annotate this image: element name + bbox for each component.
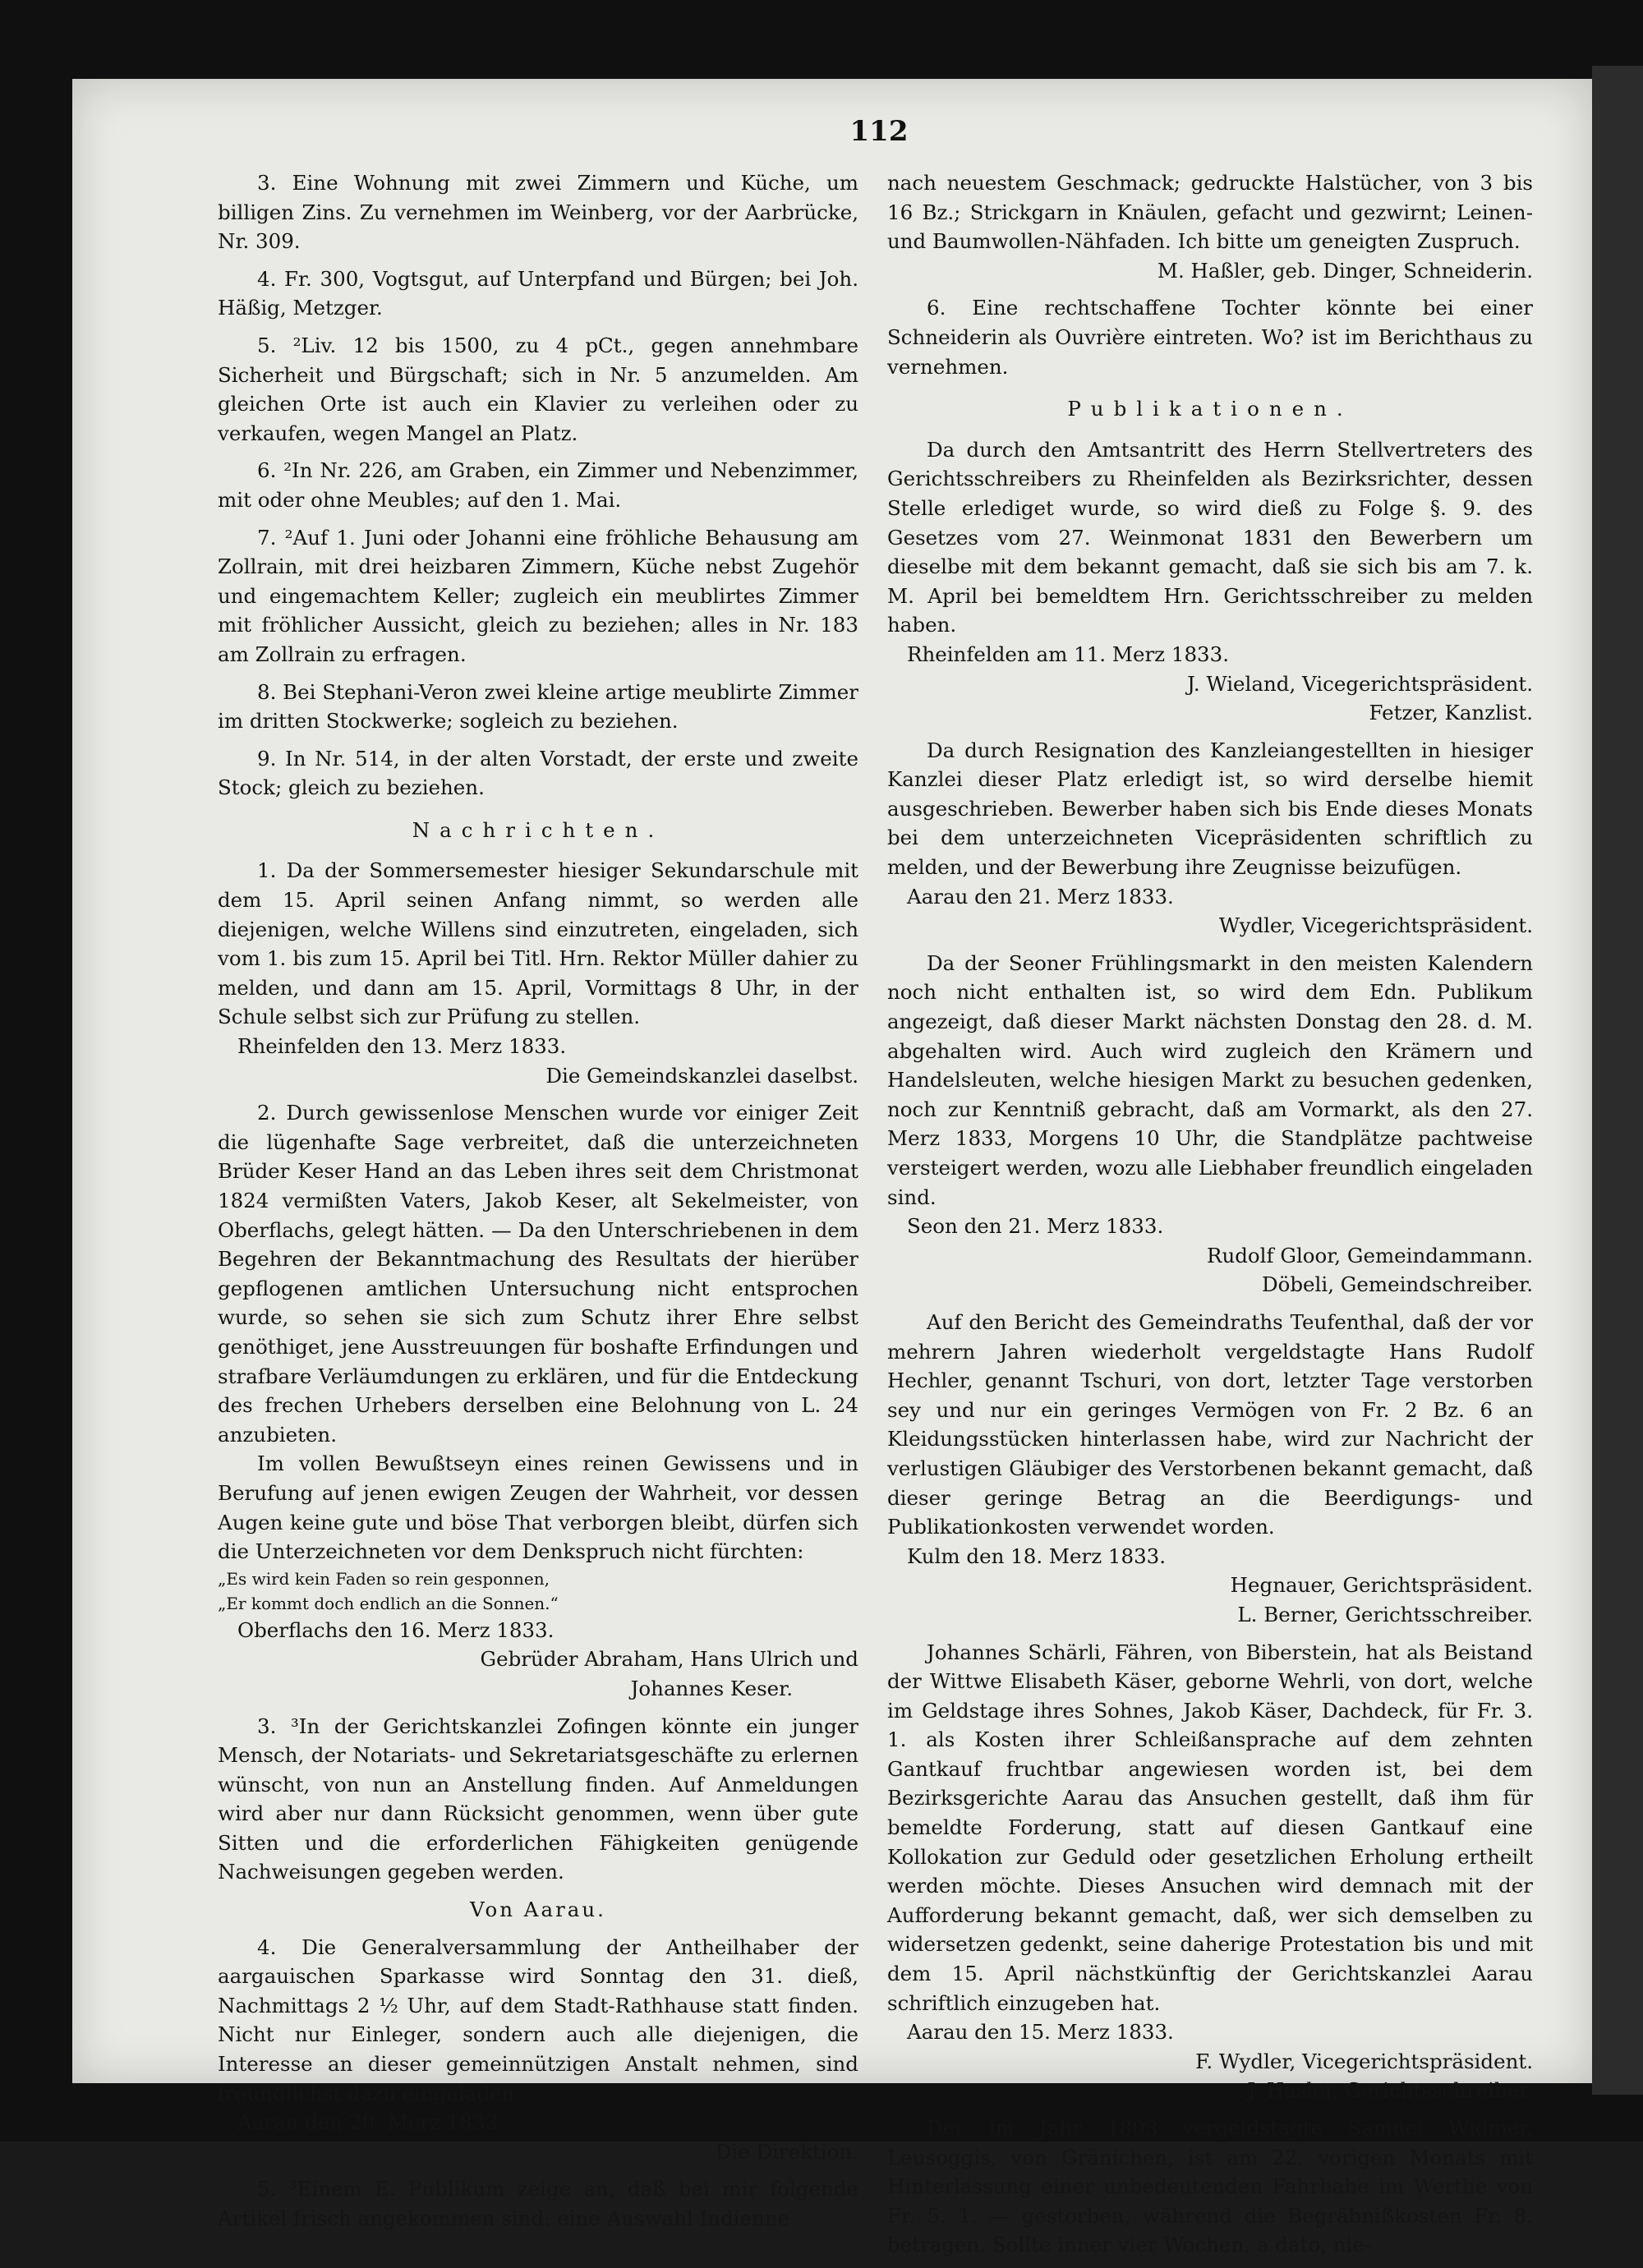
notice-place-date: Rheinfelden am 11. Merz 1833. bbox=[907, 642, 1229, 666]
publication-item: Da durch Resignation des Kanzleiangestellten in hiesiger Kanzlei dieser Platz erledigt ist, so wird derselbe hiemit ausgeschrieben. Bewerber haben sich bis Ende dieses Monats bei dem unterzeichneten Vicepräsidenten schriftlich zu melden, und der Bewerbung ihre Zeugnisse beizufügen. Aarau den 21. Merz 1833. Wydler, Vicegerichtspräsident. bbox=[887, 736, 1533, 941]
list-item: 3. Eine Wohnung mit zwei Zimmern und Küche, um billigen Zins. Zu vernehmen im Weinberg, vor der Aarbrücke, Nr. 309. bbox=[218, 171, 858, 254]
notice-item: 1. Da der Sommersemester hiesiger Sekundarschule mit dem 15. April seinen Anfang nimmt, so werden alle diejenigen, welche Willens sind einzutreten, eingeladen, sich vom 1. bis zum 15. April bei Titl. Hrn. Rektor Müller dahier zu melden, und dann am 15. April, Vormittags 8 Uhr, in der Schule selbst sich zur Prüfung zu stellen. Rheinfelden den 13. Merz 1833. Die Gemeindskanzlei daselbst. bbox=[218, 856, 858, 1090]
publication-item: Da der Seoner Frühlingsmarkt in den meisten Kalendern noch nicht enthalten ist, so wird dem Edn. Publikum angezeigt, daß dieser Markt nächsten Donstag den 28. d. M. abgehalten wird. Auch wird zugleich den Krämern und Handelsleuten, welche hiesigen Markt zu besuchen gedenken, noch zur Kenntniß gebracht, daß am Vormarkt, als den 27. Merz 1833, Morgens 10 Uhr, die Standplätze pachtweise versteigert werden, wozu alle Liebhaber freundlich eingeladen sind. Seon den 21. Merz 1833. Rudolf Gloor, Gemeindammann. Döbeli, Gemeindschreiber. bbox=[887, 949, 1533, 1300]
notice-signature: Rudolf Gloor, Gemeindammann. bbox=[1207, 1243, 1533, 1267]
notice-place-date: Aarau den 15. Merz 1833. bbox=[907, 2020, 1174, 2045]
list-item: 9. In Nr. 514, in der alten Vorstadt, der erste und zweite Stock; gleich zu beziehen. bbox=[218, 746, 858, 800]
notice-place-date: Seon den 21. Merz 1833. bbox=[907, 1214, 1164, 1239]
list-item: 7. ²Auf 1. Juni oder Johanni eine fröhliche Behausung am Zollrain, mit drei heizbaren Zimmern, Küche nebst Zugehör und eingemachtem Keller; zugleich ein meublirtes Zimmer mit fröhlicher Aussicht, gleich zu beziehen; alles in Nr. 183 am Zollrain zu erfragen. bbox=[218, 525, 858, 666]
notice-place-date: Rheinfelden den 13. Merz 1833. bbox=[237, 1034, 567, 1059]
adjacent-page-edge bbox=[1592, 66, 1643, 2095]
notice-item: 3. ³In der Gerichtskanzlei Zofingen könnte ein junger Mensch, der Notariats- und Sekretariatsgeschäfte zu erlernen wünscht, von nun an Anstellung finden. Auf Anmeldungen wird aber nur dann Rücksicht genommen, wenn über gute Sitten und die erforderlichen Fähigkeiten genügende Nachweisungen gegeben werden. bbox=[218, 1714, 858, 1884]
page-number: 112 bbox=[849, 115, 909, 148]
section-heading-nachrichten: Nachrichten. bbox=[412, 817, 665, 842]
list-item: 6. ²In Nr. 226, am Graben, ein Zimmer und Nebenzimmer, mit oder ohne Meubles; auf den 1. Mai. bbox=[218, 458, 858, 512]
left-column bbox=[218, 168, 858, 2242]
notice-signature: Fetzer, Kanzlist. bbox=[1369, 701, 1533, 725]
list-item: 5. ²Liv. 12 bis 1500, zu 4 pCt., gegen annehmbare Sicherheit und Bürgschaft; sich in Nr. 5 anzumelden. Am gleichen Orte ist auch ein Klavier zu verleihen oder zu verkaufen, wegen Mangel an Platz. bbox=[218, 333, 858, 445]
list-item: 4. Fr. 300, Vogtsgut, auf Unterpfand und Bürgen; bei Joh. Häßig, Metzger. bbox=[218, 266, 858, 320]
notice-signature: Johannes Keser. bbox=[630, 1676, 793, 1700]
verse-line: „Es wird kein Faden so rein gesponnen, bbox=[218, 1568, 550, 1589]
notice-signature: J. Wieland, Vicegerichtspräsident. bbox=[1186, 671, 1533, 696]
notice-signature: Döbeli, Gemeindschreiber. bbox=[1261, 1272, 1533, 1297]
notice-signature: Wydler, Vicegerichtspräsident. bbox=[1218, 913, 1533, 938]
notice-place-date: Oberflachs den 16. Merz 1833. bbox=[237, 1617, 555, 1642]
notice-signature: J. Hasler, Gerichtsschreiber. bbox=[1247, 2078, 1533, 2103]
notice-signature: M. Haßler, geb. Dinger, Schneiderin. bbox=[1157, 258, 1533, 283]
publication-item: Da durch den Amtsantritt des Herrn Stellvertreters des Gerichtsschreibers zu Rheinfelden als Bezirksrichter, dessen Stelle erlediget wurde, so wird dieß zu Folge §. 9. des Gesetzes vom 27. Weinmonat 1831 den Bewerbern um dieselbe mit dem bekannt gemacht, daß sie sich bis am 7. k. M. April bei bemeldtem Hrn. Gerichtsschreiber zu melden haben. Rheinfelden am 11. Merz 1833. J. Wieland, Vicegerichtspräsident. Fetzer, Kanzlist. bbox=[887, 435, 1533, 728]
list-item: 6. Eine rechtschaffene Tochter könnte bei einer Schneiderin als Ouvrière eintreten. Wo? ist im Berichthaus zu vernehmen. bbox=[887, 296, 1533, 379]
list-item: 8. Bei Stephani-Veron zwei kleine artige meublirte Zimmer im dritten Stockwerke; sogleich zu beziehen. bbox=[218, 679, 858, 734]
notice-signature: Hegnauer, Gerichtspräsident. bbox=[1230, 1573, 1533, 1598]
notice-item: 4. Die Generalversammlung der Antheilhaber der aargauischen Sparkasse wird Sonntag den 31. dieß, Nachmittags 2 ½ Uhr, auf dem Stadt-Rathhause statt finden. Nicht nur Einleger, sondern auch alle diejenigen, die Interesse an dieser gemeinnützigen Anstalt nehmen, sind freundlichst dazu eingeladen. Aarau den 20. Merz 1833. Die Direktion. bbox=[218, 1933, 858, 2167]
verse-line: „Er kommt doch endlich an die Sonnen.“ bbox=[218, 1593, 559, 1613]
notice-signature: Gebrüder Abraham, Hans Ulrich und bbox=[480, 1647, 858, 1672]
notice-place-date: Kulm den 18. Merz 1833. bbox=[907, 1543, 1167, 1568]
notice-place-date: Aarau den 20. Merz 1833. bbox=[237, 2110, 504, 2135]
notice-signature: Die Direktion. bbox=[715, 2139, 858, 2164]
subheading-von-aarau: Von Aarau. bbox=[470, 1898, 606, 1922]
publication-item: Auf den Bericht des Gemeindraths Teufenthal, daß der vor mehrern Jahren wiederholt vergeldstagte Hans Rudolf Hechler, genannt Tschuri, von dort, letzter Tage verstorben sey und nur ein geringes Vermögen von Fr. 2 Bz. 6 an Kleidungsstücken hinterlassen habe, wird zur Nachricht der verlustigen Gläubiger des Verstorbenen bekannt gemacht, daß dieser geringe Betrag an die Beerdigungs- und Publikationkosten verwendet worden. Kulm den 18. Merz 1833. Hegnauer, Gerichtspräsident. L. Berner, Gerichtsschreiber. bbox=[887, 1308, 1533, 1630]
notice-signature: F. Wydler, Vicegerichtspräsident. bbox=[1195, 2049, 1533, 2073]
notice-item: 5. ³Einem E. Publikum zeige an, daß bei mir folgende Artikel frisch angekommen sind: eine Auswahl Indienne bbox=[218, 2177, 858, 2230]
section-heading-publikationen: Publikationen. bbox=[1067, 397, 1353, 421]
notice-item: 2. Durch gewissenlose Menschen wurde vor einiger Zeit die lügenhafte Sage verbreitet, daß die unterzeichneten Brüder Keser Hand an das Leben ihres seit dem Christmonat 1824 vermißten Vaters, Jakob Keser, alt Sekelmeister, von Oberflachs, gelegt hätten. — Da den Unterschriebenen in dem Begehren der Bekanntmachung des Resultats der hierüber gepflogenen amtlichen Untersuchung nicht entsprochen wurde, so sehen sie sich zum Schutz ihrer Ehre selbst genöthiget, jene Ausstreuungen für boshafte Erfindungen und strafbare Verläumdungen zu erklären, und für die Entdeckung des frechen Urhebers derselben eine Belohnung von L. 24 anzubieten. Im vollen Bewußtseyn eines reinen Gewissens und in Berufung auf jenen ewigen Zeugen der Wahrheit, vor dessen Augen keine gute und böse That verborgen bleibt, dürfen sich die Unterzeichneten vor dem Denkspruch nicht fürchten: „Es wird kein Faden so rein gesponnen, „Er kommt doch endlich an die Sonnen.“ Oberflachs den 16. Merz 1833. Gebrüder Abraham, Hans Ulrich und Johannes Keser. bbox=[218, 1098, 858, 1703]
publication-item: Johannes Schärli, Fähren, von Biberstein, hat als Beistand der Wittwe Elisabeth Käser, geborne Wehrli, von dort, welche im Geldstage ihres Sohnes, Jakob Käser, Dachdeck, für Fr. 3. 1. als Kosten ihrer Schleißansprache auf dem zehnten Gantkauf fruchtbar angewiesen worden ist, bei dem Bezirksgerichte Aarau das Ansuchen gestellt, daß ihm für bemeldte Forderung, statt auf diesen Gantkauf eine Kollokation zur Geduld oder gesetzlichen Erholung ertheilt werden möchte. Dieses Ansuchen wird demnach mit der Aufforderung bekannt gemacht, daß, wer sich demselben zu widersetzen gedenkt, seine daherige Protestation bis und mit dem 15. April nächstkünftig der Gerichtskanzlei Aarau schriftlich einzugeben hat. Aarau den 15. Merz 1833. F. Wydler, Vicegerichtspräsident. J. Hasler, Gerichtsschreiber. bbox=[887, 1638, 1533, 2106]
notice-signature: L. Berner, Gerichtsschreiber. bbox=[1237, 1602, 1533, 1626]
publication-item: Der im Jahr 1803 vergeldstagte Samuel Widmer, Leusoggis, von Gränichen, ist am 22. vorigen Monats mit Hinterlassung einer unbedeutenden Fahrhabe im Werthe von Fr. 5. 1. — gestorben, während die Begräbnißkosten Fr. 8. betragen. Sollte inner vier Wochen, a dato, nie- bbox=[887, 2116, 1533, 2257]
notice-continuation: nach neuestem Geschmack; gedruckte Halstücher, von 3 bis 16 Bz.; Strickgarn in Knäulen, gefacht und gezwirnt; Leinen- und Baumwollen-Nähfaden. Ich bitte um geneigten Zuspruch. M. Haßler, geb. Dinger, Schneiderin. bbox=[887, 168, 1533, 285]
notice-signature: Die Gemeindskanzlei daselbst. bbox=[545, 1063, 858, 1088]
right-column bbox=[887, 168, 1533, 2268]
notice-place-date: Aarau den 21. Merz 1833. bbox=[907, 884, 1174, 909]
